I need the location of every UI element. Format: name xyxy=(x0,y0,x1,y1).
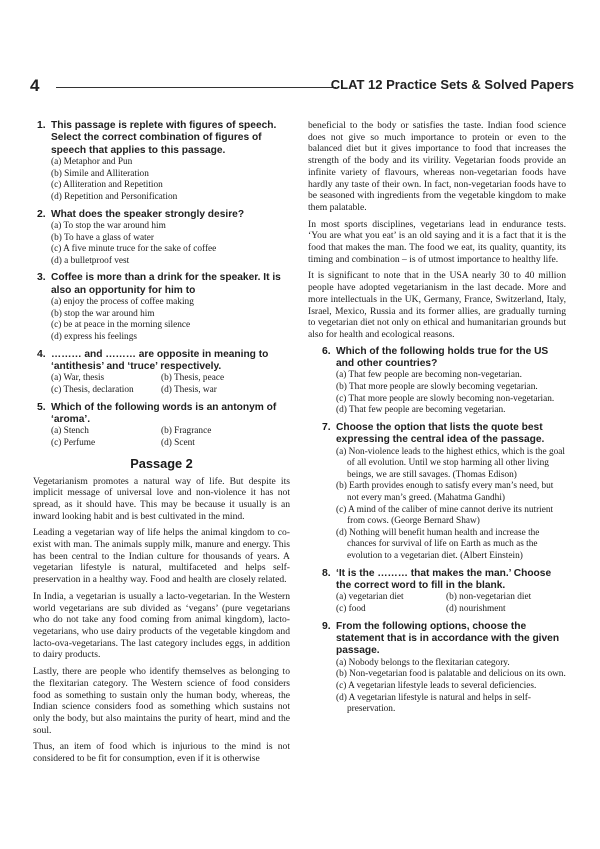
left-column xyxy=(33,120,290,770)
question-9 xyxy=(322,620,566,716)
passage-paragraph: In India, a vegetarian is usually a lacto-vegetarian. In the Western world vegetarians are sub divided as ‘vegans’ (pure vegetarians who do not take any food coming from animal kingdom), lacto-vegetarians, who use dairy products of the vegetable kingdom and lacto-ova-vegetarians. The last category includes eggs, in addition to dairy products. xyxy=(33,590,290,661)
option: (d) express his feelings xyxy=(51,331,137,342)
options-grid xyxy=(51,373,290,396)
option: (a) Non-violence leads to the highest ethics, which is the goal of all evolution. Until we stop harming all other living beings, we are still savages. (Thomas Edison) xyxy=(336,446,565,480)
passage-paragraph: beneficial to the body or satisfies the taste. Indian food science does not give so much importance to protein or even to the balanced diet but it gives importance to food that increases the strength of the body and its virility. Vegetarian foods provide an infinite variety of flavours, whereas non-vegetarian foods have hardly any taste of their own. In fact, non-vegetarian foods have to be seasoned with ingredients from the vegetable kingdom to make them palatable. xyxy=(308,120,566,213)
book-title: CLAT 12 Practice Sets & Solved Papers xyxy=(330,77,574,92)
question-number: 4. xyxy=(37,348,46,360)
question-8 xyxy=(322,567,566,616)
option: (d) A vegetarian lifestyle is natural and helps in self-preservation. xyxy=(336,692,531,715)
page-header xyxy=(26,78,574,98)
passage-heading: Passage 2 xyxy=(130,455,193,471)
option: (a) Nobody belongs to the flexitarian category. xyxy=(336,657,510,668)
options-grid xyxy=(336,592,566,615)
option: (a) Metaphor and Pun xyxy=(51,157,133,168)
option: (a) That few people are becoming non-vegetarian. xyxy=(336,370,522,381)
option: (a) To stop the war around him xyxy=(51,221,166,231)
question-number: 2. xyxy=(37,208,46,220)
passage-paragraph: Leading a vegetarian way of life helps the animal kingdom to co-exist with man. The animals supply milk, manure and energy. This has been central to the Indian culture for thousands of years. A vegetarian lifestyle is natural, multifaceted and helps self-preservation in a healthy way. Food and health are closely related. xyxy=(33,527,290,586)
passage-paragraph: Thus, an item of food which is injurious to the mind is not considered to be fit for consumption, even if it is otherwise xyxy=(33,741,290,765)
option: (d) a bulletproof vest xyxy=(51,255,130,266)
right-column xyxy=(308,120,566,721)
option: (d) Nothing will benefit human health and increase the chances for survival of life on Earth as much as the evolution to a vegetarian diet. (Albert Einstein) xyxy=(336,527,540,561)
option: (b) stop the war around him xyxy=(51,308,155,319)
option: (c) That more people are slowly becoming non-vegetarian. xyxy=(336,393,555,404)
question-text: This passage is replete with figures of speech. Select the correct combination of figures of speech that applies to this passage. xyxy=(51,120,277,156)
option: (c) Perfume xyxy=(51,437,96,448)
option: (c) A vegetarian lifestyle leads to several deficiencies. xyxy=(336,681,537,691)
option: (d) Scent xyxy=(161,437,195,448)
options-grid xyxy=(51,426,290,449)
question-4 xyxy=(37,348,290,397)
question-3 xyxy=(37,272,290,343)
option: (b) Simile and Alliteration xyxy=(51,168,149,179)
option: (d) That few people are becoming vegetarian. xyxy=(336,405,506,416)
option: (b) Non-vegetarian food is palatable and delicious on its own. xyxy=(336,669,566,680)
option: (a) War, thesis xyxy=(51,373,105,384)
question-text: Which of the following words is an antonym of ‘aroma’. xyxy=(51,401,277,425)
question-5 xyxy=(37,401,290,450)
option: (c) A mind of the caliber of mine cannot derive its nutrient from cows. (George Bernard Shaw) xyxy=(336,504,554,527)
option: (d) Repetition and Personification xyxy=(51,192,178,202)
question-text: Coffee is more than a drink for the speaker. It is also an opportunity for him to xyxy=(51,272,281,296)
question-number: 7. xyxy=(322,421,331,433)
question-number: 5. xyxy=(37,401,46,413)
header-rule xyxy=(56,87,336,88)
option: (d) Thesis, war xyxy=(161,384,217,395)
question-1 xyxy=(37,120,290,204)
passage-paragraph: It is significant to note that in the USA nearly 30 to 40 million people have adopted vegetarianism in the last decade. More and more intellectuals in the UK, Germany, France, Switzerland, Italy, Israel, Mexico, Russia and its former allies, are gradually turning to vegetarian diet not only on ethical and humanitarian grounds but also for health and ecological reasons. xyxy=(308,270,566,340)
option: (b) Earth provides enough to satisfy every man’s need, but not every man’s greed. (Mahatma Gandhi) xyxy=(336,481,554,504)
question-text: What does the speaker strongly desire? xyxy=(51,208,245,220)
question-text: ‘It is the ……… that makes the man.’ Choose the correct word to fill in the blank. xyxy=(336,567,552,591)
question-text: From the following options, choose the statement that is in accordance with the given passage. xyxy=(336,620,560,657)
question-2 xyxy=(37,208,290,268)
page-number: 4 xyxy=(30,76,40,95)
option: (a) Stench xyxy=(51,426,89,437)
question-7 xyxy=(322,421,566,563)
passage-paragraph: Vegetarianism promotes a natural way of life. But despite its implicit message of universal love and non-violence it has not spread, as it should have. This may be because it usually is an inward looking habit and is best cultivated in the mind. xyxy=(33,475,290,522)
question-number: 8. xyxy=(322,567,331,579)
passage-paragraph: Lastly, there are people who identify themselves as belonging to the flexitarian category. The Western science of food considers food as something to sustain only the human body, whereas, the Indian science considers food as something which sustains not only the body, but also maintains the purity of heart, mind and the soul. xyxy=(33,666,290,736)
question-number: 3. xyxy=(37,272,46,284)
option: (b) That more people are slowly becoming vegetarian. xyxy=(336,382,538,393)
option: (c) A five minute truce for the sake of coffee xyxy=(51,244,217,255)
option: (c) Thesis, declaration xyxy=(51,384,134,395)
option: (a) vegetarian diet xyxy=(336,592,404,603)
question-number: 1. xyxy=(37,120,46,131)
question-number: 6. xyxy=(322,345,331,357)
option: (b) non-vegetarian diet xyxy=(446,592,532,603)
question-number: 9. xyxy=(322,620,331,632)
option: (c) be at peace in the morning silence xyxy=(51,320,191,331)
option: (c) food xyxy=(336,604,366,614)
question-text: ……… and ……… are opposite in meaning to ‘antithesis’ and ‘truce’ respectively. xyxy=(51,348,269,372)
option: (b) Fragrance xyxy=(161,426,212,437)
question-text: Choose the option that lists the quote best expressing the central idea of the passage. xyxy=(336,421,545,446)
option: (b) Thesis, peace xyxy=(161,373,225,384)
passage-paragraph: In most sports disciplines, vegetarians lead in endurance tests. ‘You are what you eat’ is an old saying and it is a fact that it is the food that makes the man. The food we eat, its quality, quantity, its timing and combination – is of utmost importance to healthy life. xyxy=(308,218,566,265)
question-text: Which of the following holds true for the US and other countries? xyxy=(336,345,549,370)
option: (d) nourishment xyxy=(446,604,506,614)
option: (b) To have a glass of water xyxy=(51,232,154,243)
option: (a) enjoy the process of coffee making xyxy=(51,297,194,308)
option: (c) Alliteration and Repetition xyxy=(51,180,163,191)
question-6 xyxy=(322,345,566,417)
